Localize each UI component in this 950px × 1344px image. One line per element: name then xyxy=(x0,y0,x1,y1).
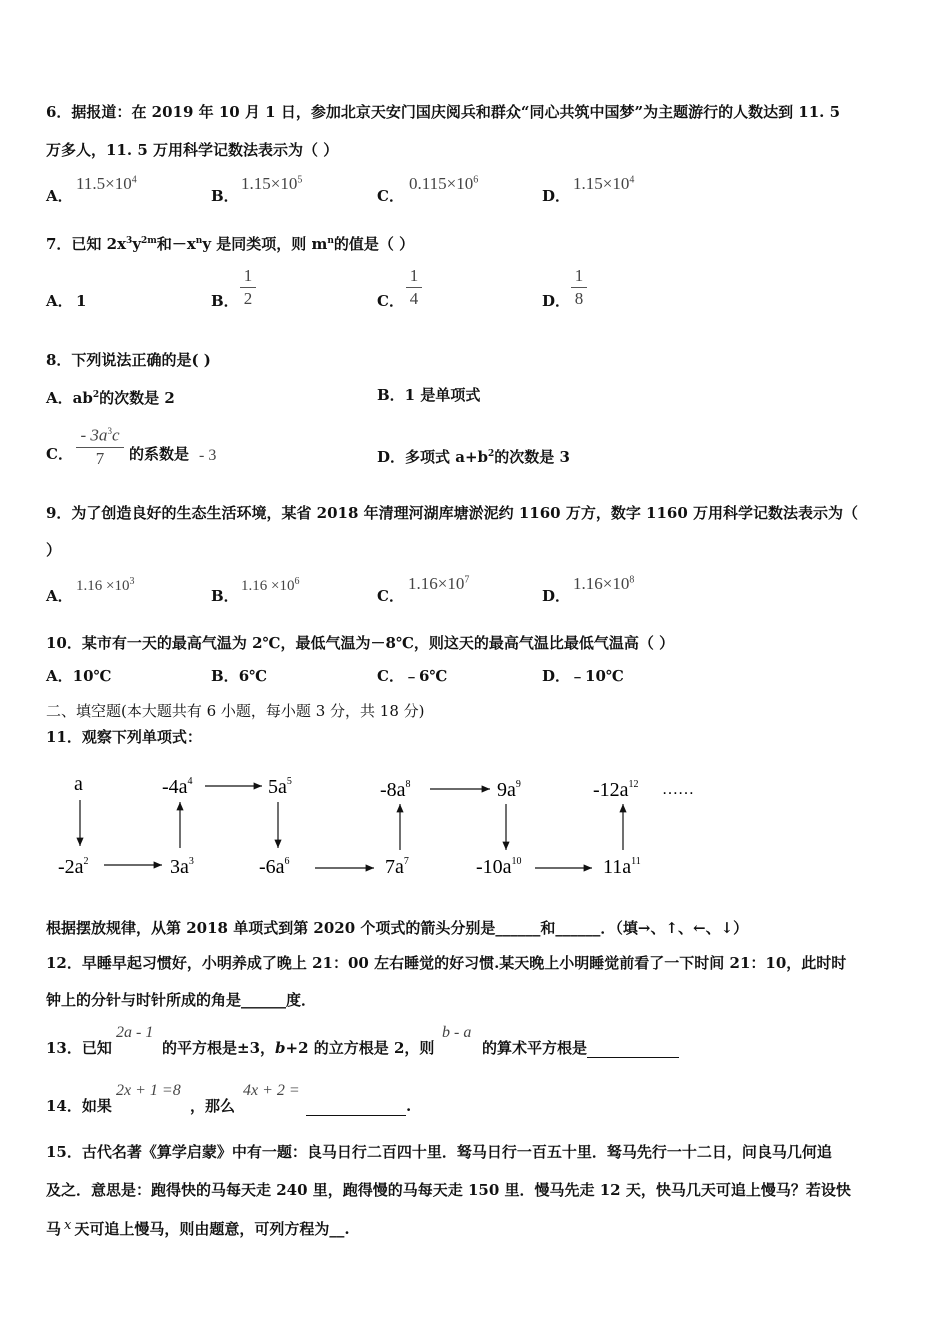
q13-expr-2: b - a xyxy=(442,1024,472,1041)
q10-option-b: B．6℃ xyxy=(211,667,268,685)
q13-middle: 的平方根是±3，b+2 的立方根是 2，则 xyxy=(162,1039,435,1057)
q8-option-c-fraction: - $3a^3c$ 7 xyxy=(76,421,124,469)
q14-answer: . xyxy=(306,1096,411,1116)
q8-option-a: A．$ab^2$的次数是 2 xyxy=(46,389,175,407)
term-7: $7a^7$ xyxy=(385,856,409,878)
q10-option-a: A．10℃ xyxy=(46,667,112,685)
term-4: $-4a^4$ xyxy=(162,776,193,798)
q11-question: 根据摆放规律，从第 2018 单项式到第 2020 个项式的箭头分别是______和______．（填→、↑、←、↓） xyxy=(46,919,749,937)
q15-line3: 马 x 天可追上慢马，则由题意，可列方程为__. xyxy=(46,1218,350,1238)
q7-option-b-label: B． xyxy=(211,292,239,310)
q13-prefix: 13．已知 xyxy=(46,1039,112,1057)
q8-option-d: D．多项式 $a+b^2$的次数是 3 xyxy=(377,448,570,466)
q13-suffix: 的算术平方根是 xyxy=(482,1038,679,1058)
term-8: $-8a^8$ xyxy=(380,779,411,801)
term-2: $-2a^2$ xyxy=(58,856,89,878)
q6-option-d-label: D． xyxy=(542,187,571,205)
q6-line1: 6．据报道：在 2019 年 10 月 1 日，参加北京天安门国庆阅兵和群众“同心共筑中国梦”为主题游行的人数达到 11. 5 xyxy=(46,103,841,121)
term-3: $3a^3$ xyxy=(170,856,194,878)
q9-option-d-value: $1.16\times 10^8$ xyxy=(573,574,635,593)
q7-option-c-fraction: 1 4 xyxy=(406,266,422,309)
q8-option-c-text: 的系数是 xyxy=(129,445,190,463)
q14-expr-1: 2x + 1 =8 xyxy=(116,1082,181,1099)
q14-expr-2: 4x + 2 = xyxy=(243,1082,300,1099)
q7-option-c-label: C． xyxy=(377,292,404,310)
q6-option-b-label: B． xyxy=(211,187,239,205)
q11-title: 11．观察下列单项式： xyxy=(46,728,202,746)
q9-line2: ） xyxy=(46,541,62,559)
term-5: $5a^5$ xyxy=(268,776,292,798)
q6-option-a-label: A． xyxy=(46,187,73,205)
term-12: $-12a^{12}$ xyxy=(593,779,639,801)
q9-option-a-value: $1.16 \times 10^3$ xyxy=(76,576,135,594)
term-11: $11a^{11}$ xyxy=(603,856,641,878)
q6-option-c-value: $0.115\times 10^6$ xyxy=(409,174,479,193)
term-9: $9a^9$ xyxy=(497,779,521,801)
q9-option-a-label: A． xyxy=(46,587,73,605)
q9-option-c-value: $1.16\times 10^7$ xyxy=(408,574,470,593)
q10-stem: 10．某市有一天的最高气温为 2℃，最低气温为－8℃，则这天的最高气温比最低气温高（ ） xyxy=(46,634,675,652)
q7-option-d-label: D． xyxy=(542,292,571,310)
q15-line2: 及之．意思是：跑得快的马每天走 240 里，跑得慢的马每天走 150 里．慢马先走 12 天，快马几天可追上慢马？若设快 xyxy=(46,1181,851,1199)
q8-title: 8．下列说法正确的是( ) xyxy=(46,351,211,369)
q7-option-a-label: A． xyxy=(46,292,73,310)
q6-option-a-value: $11.5\times 10^4$ xyxy=(76,174,137,193)
q7-option-d-fraction: 1 8 xyxy=(571,266,587,309)
q13-answer-blank[interactable] xyxy=(587,1043,679,1058)
q11-monomial-diagram xyxy=(40,760,720,890)
q7-option-a-value: 1 xyxy=(76,292,87,310)
q14-middle: ，那么 xyxy=(190,1097,236,1115)
q6-option-c-label: C． xyxy=(377,187,404,205)
q9-option-c-label: C． xyxy=(377,587,404,605)
section-2-heading: 二、填空题(本大题共有 6 小题，每小题 3 分，共 18 分) xyxy=(46,702,425,720)
term-ellipsis: …… xyxy=(662,781,694,798)
term-6: $-6a^6$ xyxy=(259,856,290,878)
q14-answer-blank[interactable] xyxy=(306,1101,406,1116)
q9-option-d-label: D． xyxy=(542,587,571,605)
q10-option-d: D．﹣10℃ xyxy=(542,667,624,685)
term-1: a xyxy=(74,773,83,795)
q6-option-b-value: $1.15\times 10^5$ xyxy=(241,174,303,193)
q8-option-b: B．1 是单项式 xyxy=(377,386,481,404)
q10-option-c: C．﹣6℃ xyxy=(377,667,448,685)
q9-option-b-label: B． xyxy=(211,587,239,605)
q8-option-c-value: - 3 xyxy=(199,447,217,464)
q7-stem: 7．已知 $2x^3y^{2m}$和$-x^ny$ 是同类项，则 $m^n$的值是（ ） xyxy=(46,235,415,253)
q8-option-c-label: C． xyxy=(46,445,73,463)
term-10: $-10a^{10}$ xyxy=(476,856,522,878)
q13-expr-1: 2a - 1 xyxy=(116,1024,154,1041)
q6-option-d-value: $1.15\times 10^4$ xyxy=(573,174,635,193)
q14-prefix: 14．如果 xyxy=(46,1097,112,1115)
q7-option-b-fraction: 1 2 xyxy=(240,266,256,309)
q6-line2: 万多人，11. 5 万用科学记数法表示为（ ） xyxy=(46,141,339,159)
q9-line1: 9．为了创造良好的生态生活环境，某省 2018 年清理河湖库塘淤泥约 1160 万方，数字 1160 万用科学记数法表示为（ xyxy=(46,504,859,522)
q12-line1: 12．早睡早起习惯好，小明养成了晚上 21：00 左右睡觉的好习惯.某天晚上小明睡觉前看了一下时间 21：10，此时时 xyxy=(46,954,847,972)
q9-option-b-value: $1.16 \times 10^6$ xyxy=(241,576,300,594)
q12-line2: 钟上的分针与时针所成的角是______度． xyxy=(46,991,317,1009)
q15-line1: 15．古代名著《算学启蒙》中有一题：良马日行二百四十里．驽马日行一百五十里．驽马先行一十二日，问良马几何追 xyxy=(46,1143,832,1161)
